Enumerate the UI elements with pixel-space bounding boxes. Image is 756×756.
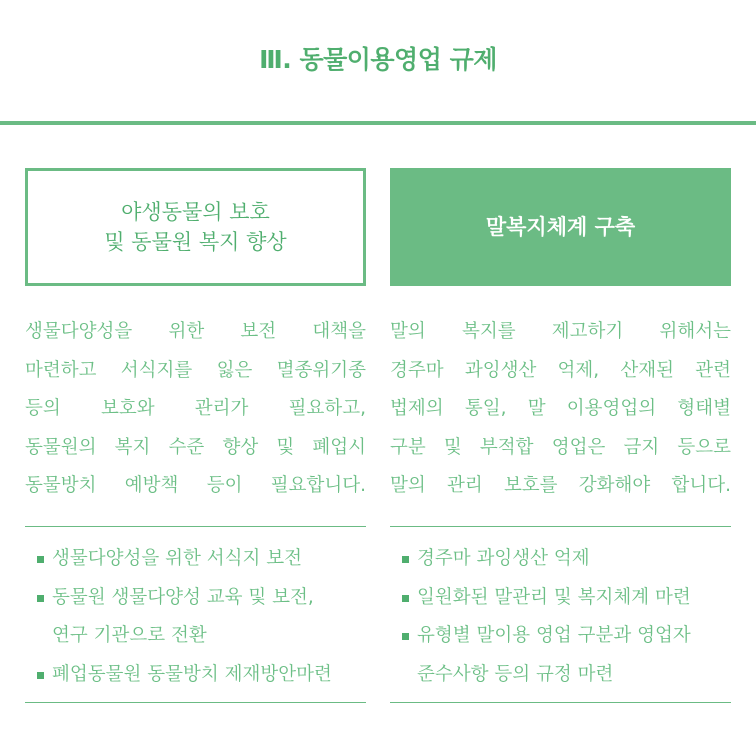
left-column — [25, 168, 366, 685]
square-bullet-icon — [402, 633, 409, 640]
square-bullet-icon — [402, 595, 409, 602]
list-item-text: 일원화된 말관리 및 복지체계 마련 — [417, 586, 691, 608]
square-bullet-icon — [402, 556, 409, 563]
right-bullet-list — [390, 540, 731, 694]
square-bullet-icon — [37, 556, 44, 563]
list-item — [25, 540, 366, 579]
right-heading-box — [390, 168, 731, 286]
left-paragraph-line: 마련하고 서식지를 잃은 멸종위기종 — [25, 359, 366, 381]
left-bullet-list — [25, 540, 366, 694]
right-column — [390, 168, 731, 685]
left-heading-box — [25, 168, 366, 286]
list-item-text: 경주마 과잉생산 억제 — [417, 548, 590, 569]
right-paragraph — [390, 313, 731, 527]
left-paragraph-line: 등의 보호와 관리가 필요하고, — [25, 398, 366, 419]
title-divider — [0, 121, 756, 125]
left-paragraph-line: 동물방치 예방책 등이 필요합니다. — [25, 475, 366, 496]
right-paragraph-line: 구분 및 부적합 영업은 금지 등으로 — [390, 436, 731, 458]
page-title: Ⅲ. 동물이용영업 규제 — [259, 45, 497, 74]
right-paragraph-line: 말의 관리 보호를 강화해야 합니다. — [390, 475, 731, 496]
list-item-text: 유형별 말이용 영업 구분과 영업자 준수사항 등의 규정 마련 — [417, 625, 691, 685]
right-list-top-rule — [390, 526, 731, 527]
left-list-bottom-rule — [25, 702, 366, 703]
left-heading: 야생동물의 보호 및 동물원 복지 향상 — [104, 200, 287, 254]
left-list-top-rule — [25, 526, 366, 527]
right-paragraph-line: 말의 복지를 제고하기 위해서는 — [390, 321, 731, 342]
right-heading: 말복지체계 구축 — [485, 215, 636, 239]
square-bullet-icon — [37, 595, 44, 602]
right-paragraph-line: 경주마 과잉생산 억제, 산재된 관련 — [390, 359, 731, 381]
left-paragraph-line: 생물다양성을 위한 보전 대책을 — [25, 321, 366, 342]
list-item — [25, 579, 366, 656]
left-paragraph — [25, 313, 366, 527]
list-item — [390, 617, 731, 694]
list-item — [390, 579, 731, 618]
list-item-text: 동물원 생물다양성 교육 및 보전, 연구 기관으로 전환 — [52, 586, 314, 646]
right-list-bottom-rule — [390, 702, 731, 703]
list-item-text: 생물다양성을 위한 서식지 보전 — [52, 548, 302, 569]
list-item — [390, 540, 731, 579]
square-bullet-icon — [37, 672, 44, 679]
right-paragraph-line: 법제의 통일, 말 이용영업의 형태별 — [390, 398, 731, 419]
list-item — [25, 656, 366, 695]
left-paragraph-line: 동물원의 복지 수준 향상 및 폐업시 — [25, 436, 366, 458]
list-item-text: 폐업동물원 동물방치 제재방안마련 — [52, 663, 332, 685]
